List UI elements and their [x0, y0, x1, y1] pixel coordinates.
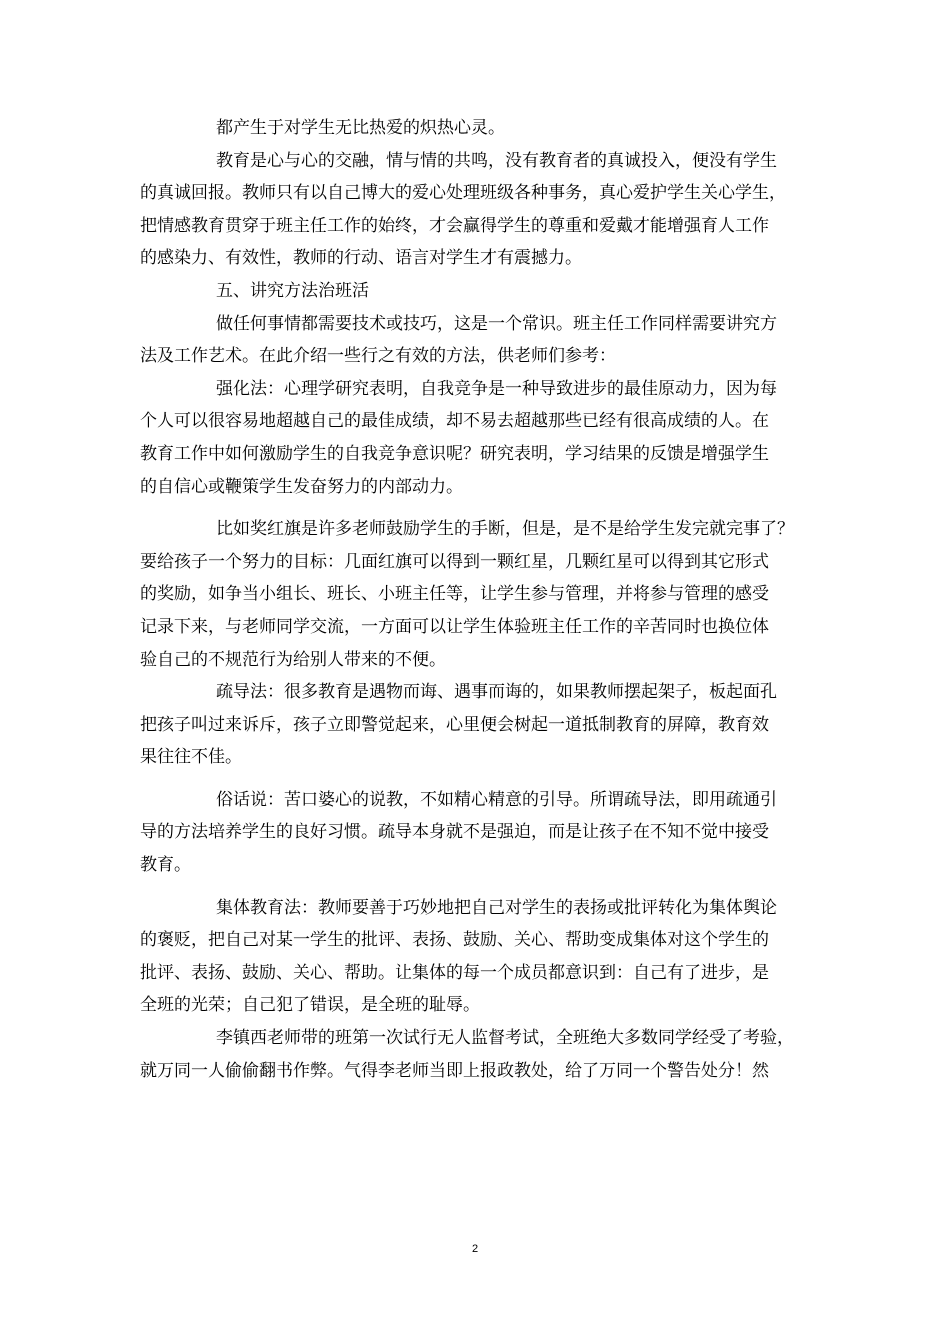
text-line: 把孩子叫过来诉斥，孩子立即警觉起来，心里便会树起一道抵制教育的屏障，教育效	[140, 714, 769, 735]
text-line: 的自信心或鞭策学生发奋努力的内部动力。	[140, 476, 463, 497]
document-body	[140, 112, 830, 1087]
paragraph-gap	[140, 774, 830, 784]
text-line: 强化法：心理学研究表明，自我竞争是一种导致进步的最佳原动力，因为每	[216, 378, 777, 399]
text-line: 个人可以很容易地超越自己的最佳成绩，却不易去超越那些已经有很高成绩的人。在	[140, 411, 769, 432]
text-line: 的真诚回报。教师只有以自己博大的爱心处理班级各种事务，真心爱护学生关心学生，	[140, 183, 786, 204]
text-line: 法及工作艺术。在此介绍一些行之有效的方法，供老师们参考：	[140, 346, 616, 367]
text-line: 导的方法培养学生的良好习惯。疏导本身就不是强迫，而是让孩子在不知不觉中接受	[140, 822, 769, 843]
page-number: 2	[471, 1243, 479, 1255]
text-line: 教育是心与心的交融，情与情的共鸣，没有教育者的真诚投入，便没有学生	[216, 150, 777, 171]
text-line: 的褒贬，把自己对某一学生的批评、表扬、鼓励、关心、帮助变成集体对这个学生的	[140, 930, 769, 951]
text-line: 比如奖红旗是许多老师鼓励学生的手断，但是，是不是给学生发完就完事了？	[216, 519, 794, 540]
text-line: 把情感教育贯穿于班主任工作的始终，才会赢得学生的尊重和爱戴才能增强育人工作	[140, 215, 769, 236]
text-line: 做任何事情都需要技术或技巧，这是一个常识。班主任工作同样需要讲究方	[216, 313, 777, 334]
text-line: 教育。	[140, 855, 191, 876]
text-line: 都产生于对学生无比热爱的炽热心灵。	[216, 118, 505, 138]
text-line: 教育工作中如何激励学生的自我竞争意识呢？研究表明，学习结果的反馈是增强学生	[140, 443, 769, 464]
text-line: 集体教育法：教师要善于巧妙地把自己对学生的表扬或批评转化为集体舆论	[216, 897, 777, 918]
section-heading: 五、讲究方法治班活	[216, 280, 369, 301]
text-line: 的奖励，如争当小组长、班长、小班主任等，让学生参与管理，并将参与管理的感受	[140, 584, 769, 605]
text-line: 俗话说：苦口婆心的说教，不如精心精意的引导。所谓疏导法，即用疏通引	[216, 789, 777, 810]
text-line: 疏导法：很多教育是遇物而诲、遇事而诲的，如果教师摆起架子，板起面孔	[216, 682, 777, 703]
text-line: 果往往不佳。	[140, 747, 242, 768]
paragraph-gap	[140, 503, 830, 513]
text-line: 的感染力、有效性，教师的行动、语言对学生才有震撼力。	[140, 248, 582, 269]
text-line: 记录下来，与老师同学交流，一方面可以让学生体验班主任工作的辛苦同时也换位体	[140, 616, 769, 637]
text-line: 要给孩子一个努力的目标：几面红旗可以得到一颗红星，几颗红星可以得到其它形式	[140, 551, 769, 572]
text-line: 批评、表扬、鼓励、关心、帮助。让集体的每一个成员都意识到：自己有了进步，是	[140, 962, 769, 983]
paragraph-gap	[140, 882, 830, 892]
text-line: 全班的光荣；自己犯了错误，是全班的耻辱。	[140, 995, 480, 1016]
text-line: 就万同一人偷偷翻书作弊。气得李老师当即上报政教处，给了万同一个警告处分！然	[140, 1060, 769, 1081]
text-line: 验自己的不规范行为给别人带来的不便。	[140, 649, 446, 670]
text-line: 李镇西老师带的班第一次试行无人监督考试，全班绝大多数同学经受了考验，	[216, 1028, 794, 1049]
